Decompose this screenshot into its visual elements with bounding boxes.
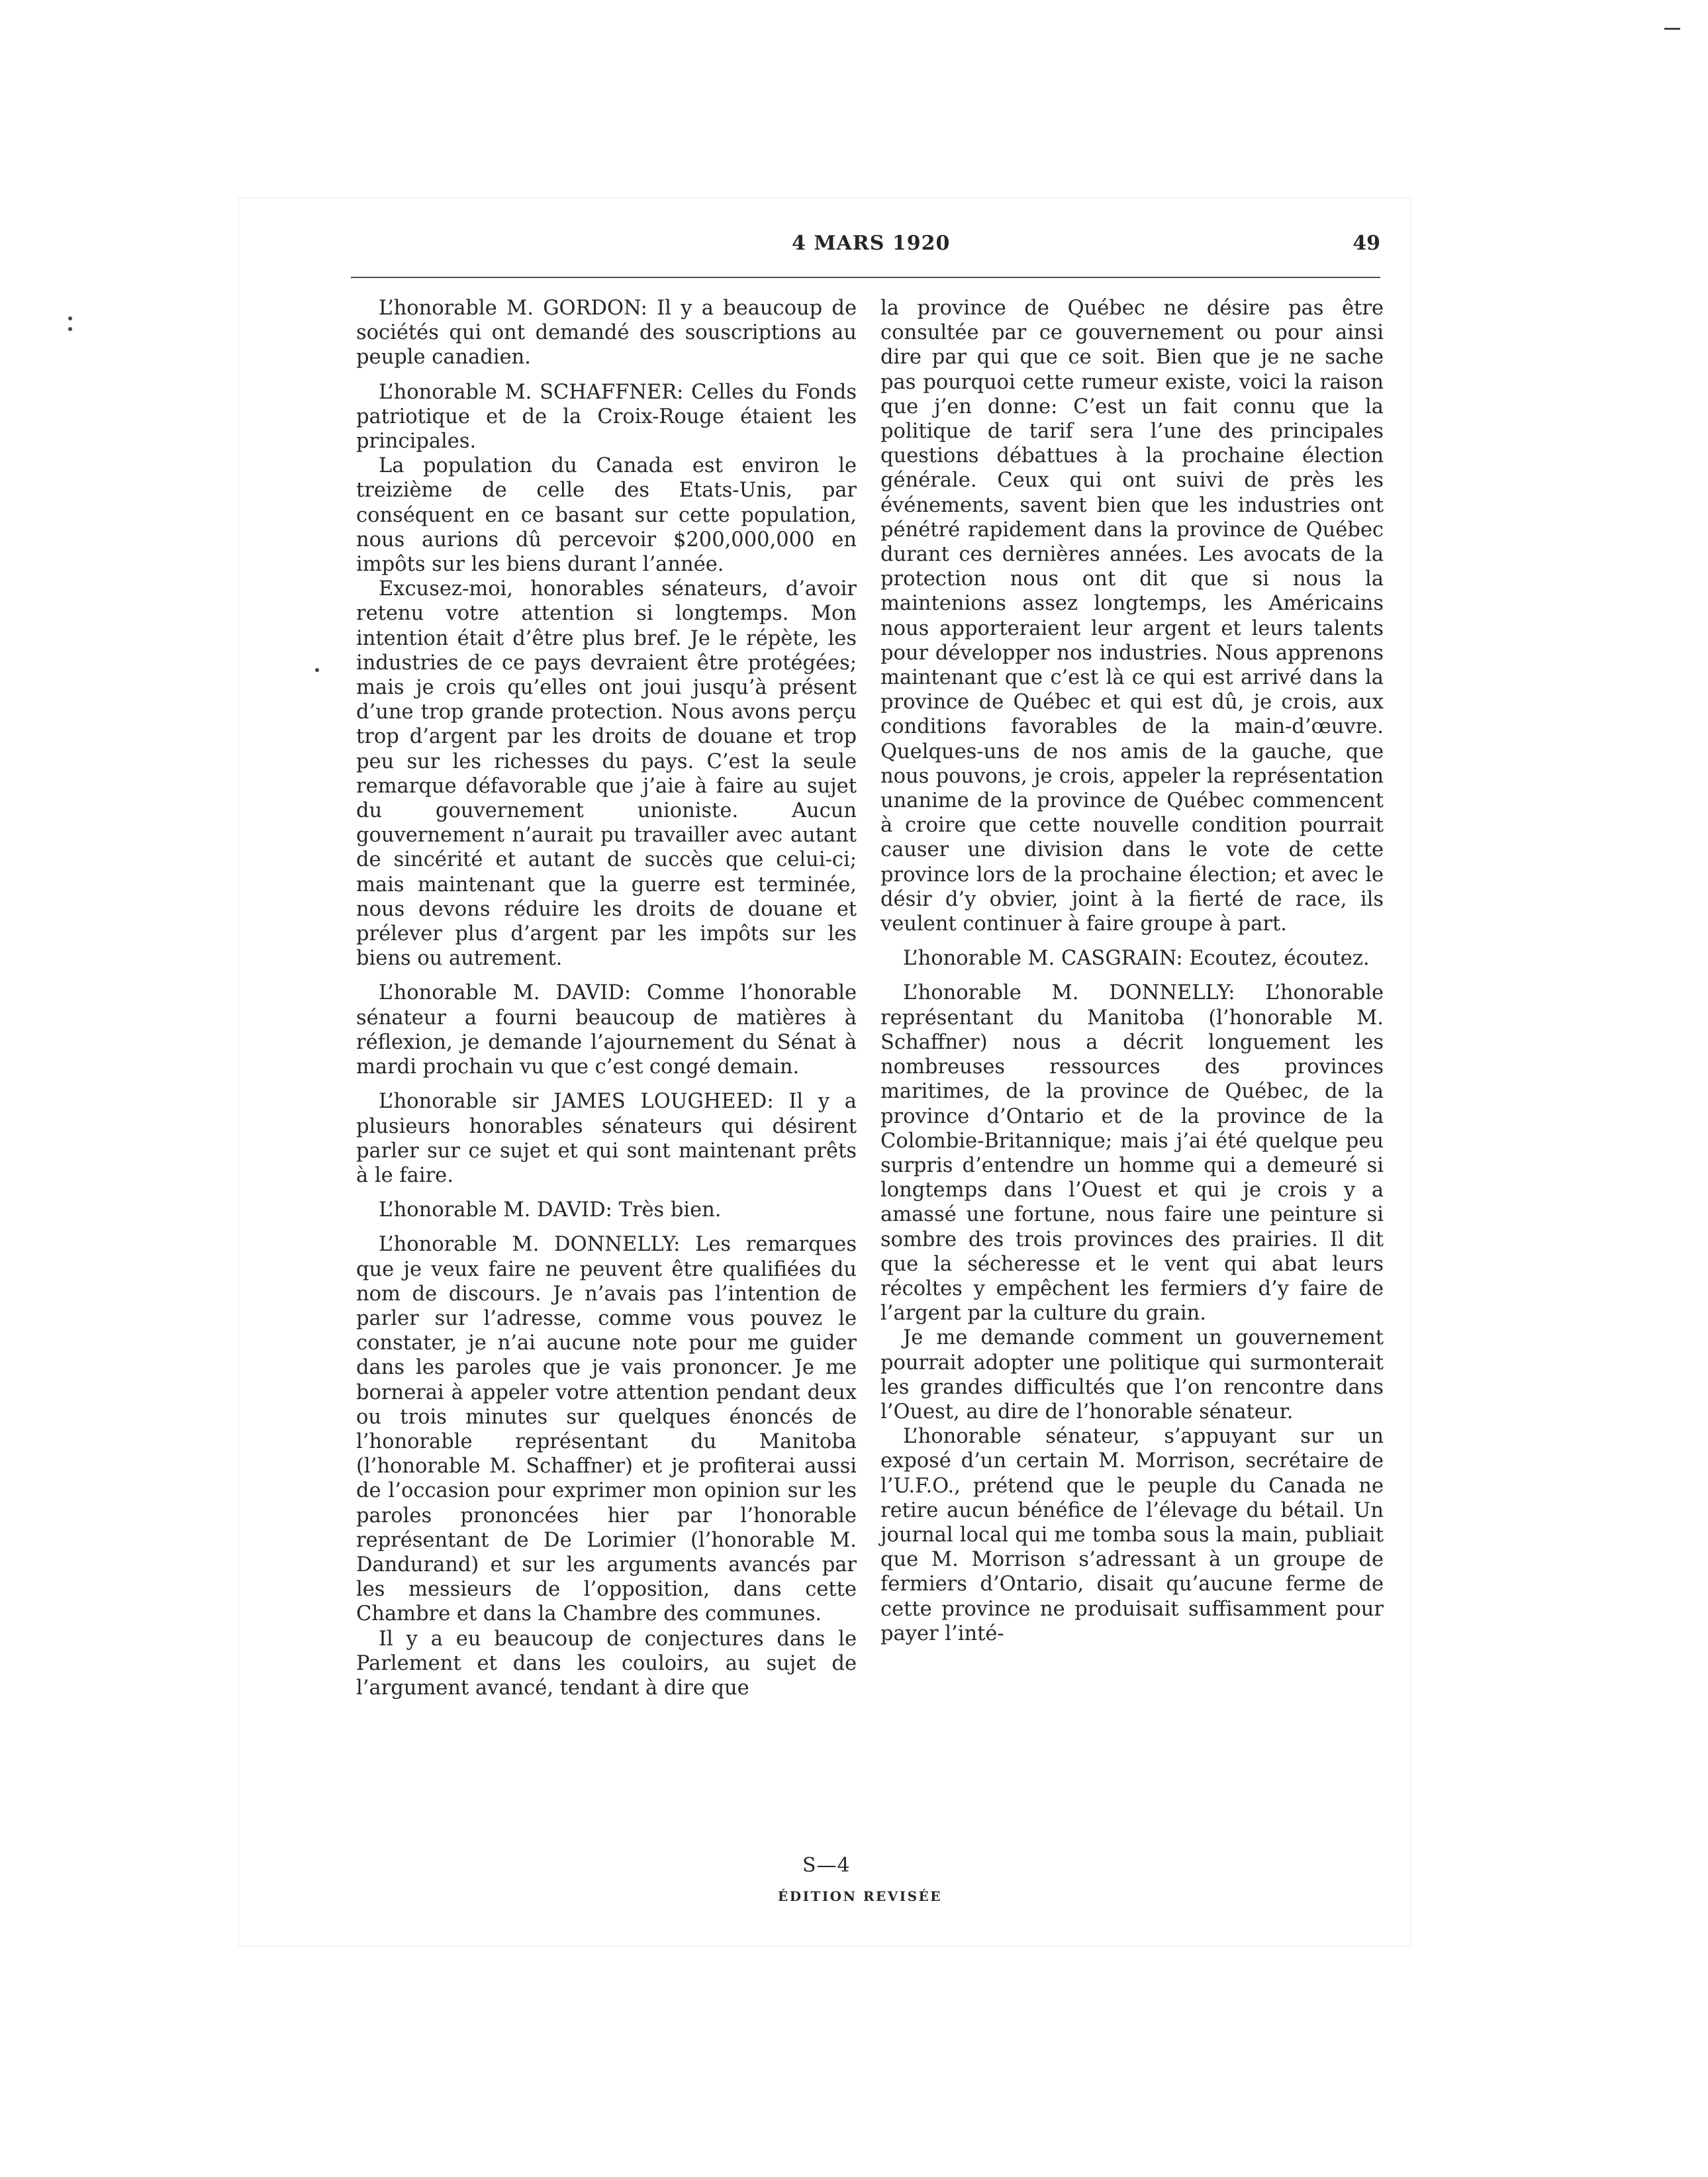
header-date: 4 MARS 1920 <box>792 232 951 255</box>
margin-mark <box>315 668 319 672</box>
paragraph: L’honorable M. DONNELLY: Les remarques que je veux faire ne peuvent être qualifiées du nom de discours. Je n’avais pas l’intention de parler sur l’adresse, comme vous pouvez le constater, je n’ai aucune note pour me guider dans les paroles que je vais prononcer. Je me bornerai à appeler votre attention pendant deux ou trois minutes sur quelques énoncés de l’honorable représentant du Manitoba (l’honorable M. Schaffner) et je profiterai aussi de l’occasion pour exprimer mon opinion sur les paroles prononcées hier par l’honorable représentant de De Lorimier (l’honorable M. Dandurand) et sur les arguments avancés par les messieurs de l’opposition, dans cette Chambre et dans la Chambre des communes. <box>356 1233 857 1626</box>
paragraph: L’honorable M. SCHAFFNER: Celles du Fonds patriotique et de la Croix-Rouge étaient les principales. <box>356 380 857 454</box>
paragraph: Je me demande comment un gouvernement pourrait adopter une politique qui surmonterait les grandes difficultés que l’on rencontre dans l’Ouest, au dire de l’honorable sénateur. <box>880 1326 1384 1424</box>
margin-mark <box>68 327 72 331</box>
paragraph: L’honorable M. GORDON: Il y a beaucoup de sociétés qui ont demandé des souscriptions au peuple canadien. <box>356 297 857 369</box>
paragraph: L’honorable M. CASGRAIN: Ecoutez, écoutez. <box>903 947 1370 971</box>
signature-mark: S—4 <box>802 1854 851 1877</box>
page-number: 49 <box>1352 232 1380 255</box>
paragraph: la province de Québec ne désire pas être consultée par ce gouvernement ou pour ainsi dire par qui que ce soit. Bien que je ne sache pas pourquoi cette rumeur existe, voici la raison que j’en donne: C’est un fait connu que la politique de tarif sera l’une des principales questions débattues à la prochaine élection générale. Ceux qui ont suivi de près les événements, savent bien que les industries ont pénétré rapidement dans la province de Québec durant ces dernières années. Les avocats de la protection nous ont dit que si nous la maintenions assez longtemps, les Américains nous apporteraient leur argent et leurs talents pour développer nos industries. Nous apprenons maintenant que c’est là ce qui est arrivé dans la province de Québec et qui est dû, je crois, aux conditions favorables de la main-d’œuvre. Quelques-uns de nos amis de la gauche, que nous pouvons, je crois, appeler la représentation unanime de la province de Québec commencent à croire que cette nouvelle condition pourrait causer une division dans le vote de cette province lors de la prochaine élection; et avec le désir d’y obvier, joint à la fierté de race, ils veulent continuer à faire groupe à part. <box>880 297 1384 936</box>
header-rule <box>351 277 1380 278</box>
paragraph: L’honorable sir JAMES LOUGHEED: Il y a plusieurs honorables sénateurs qui désirent parler sur ce sujet et qui sont maintenant prêts à le faire. <box>356 1090 857 1187</box>
paragraph: L’honorable sénateur, s’appuyant sur un exposé d’un certain M. Morrison, secrétaire de l’U.F.O., prétend que le peuple du Canada ne retire aucun bénéfice de l’élevage du bétail. Un journal local qui me tomba sous la main, publiait que M. Morrison s’adressant à un groupe de fermiers d’Ontario, disait qu’aucune ferme de cette province ne produisait suffisamment pour payer l’inté- <box>880 1425 1384 1645</box>
left-column <box>356 296 857 1710</box>
paragraph: Il y a eu beaucoup de conjectures dans le Parlement et dans les couloirs, au sujet de l’argument avancé, tendant à dire que <box>356 1627 857 1700</box>
paragraph: L’honorable M. DONNELLY: L’honorable représentant du Manitoba (l’honorable M. Schaffner) nous a décrit longuement les nombreuses ressources des provinces maritimes, de la province de Québec, de la province d’Ontario et de la province de la Colombie-Britannique; mais j’ai été quelque peu surpris d’entendre un homme qui a demeuré si longtemps dans l’Ouest et qui je crois y a amassé une fortune, nous faire une peinture si sombre des trois provinces des prairies. Il dit que la sécheresse et le vent qui abat leurs récoltes y empêchent les fermiers d’y faire de l’argent par la culture du grain. <box>880 981 1384 1326</box>
running-head <box>351 232 1380 265</box>
paragraph: L’honorable M. DAVID: Comme l’honorable sénateur a fourni beaucoup de matières à réflexion, je demande l’ajournement du Sénat à mardi prochain vu que c’est congé demain. <box>356 981 857 1079</box>
right-column <box>880 296 1384 1656</box>
paragraph: L’honorable M. DAVID: Très bien. <box>379 1198 722 1222</box>
paragraph: Excusez-moi, honorables sénateurs, d’avoir retenu votre attention si longtemps. Mon intention était d’être plus bref. Je le répète, les industries de ce pays devraient être protégées; mais je crois qu’elles ont joui jusqu’à présent d’une trop grande protection. Nous avons perçu trop d’argent par les droits de douane et trop peu sur les richesses du pays. C’est la seule remarque défavorable que j’aie à faire au sujet du gouvernement unioniste. Aucun gouvernement n’aurait pu travailler avec autant de sincérité et autant de succès que celui-ci; mais maintenant que la guerre est terminée, nous devons réduire les droits de douane et prélever plus d’argent par les impôts sur les biens ou autrement. <box>356 577 857 971</box>
paragraph: La population du Canada est environ le treizième de celle des Etats-Unis, par conséquent en ce basant sur cette population, nous aurions dû percevoir $200,000,000 en impôts sur les biens durant l’année. <box>356 454 857 577</box>
margin-mark <box>68 316 72 320</box>
margin-mark <box>1664 28 1680 30</box>
edition-note: ÉDITION REVISÉE <box>778 1888 943 1904</box>
